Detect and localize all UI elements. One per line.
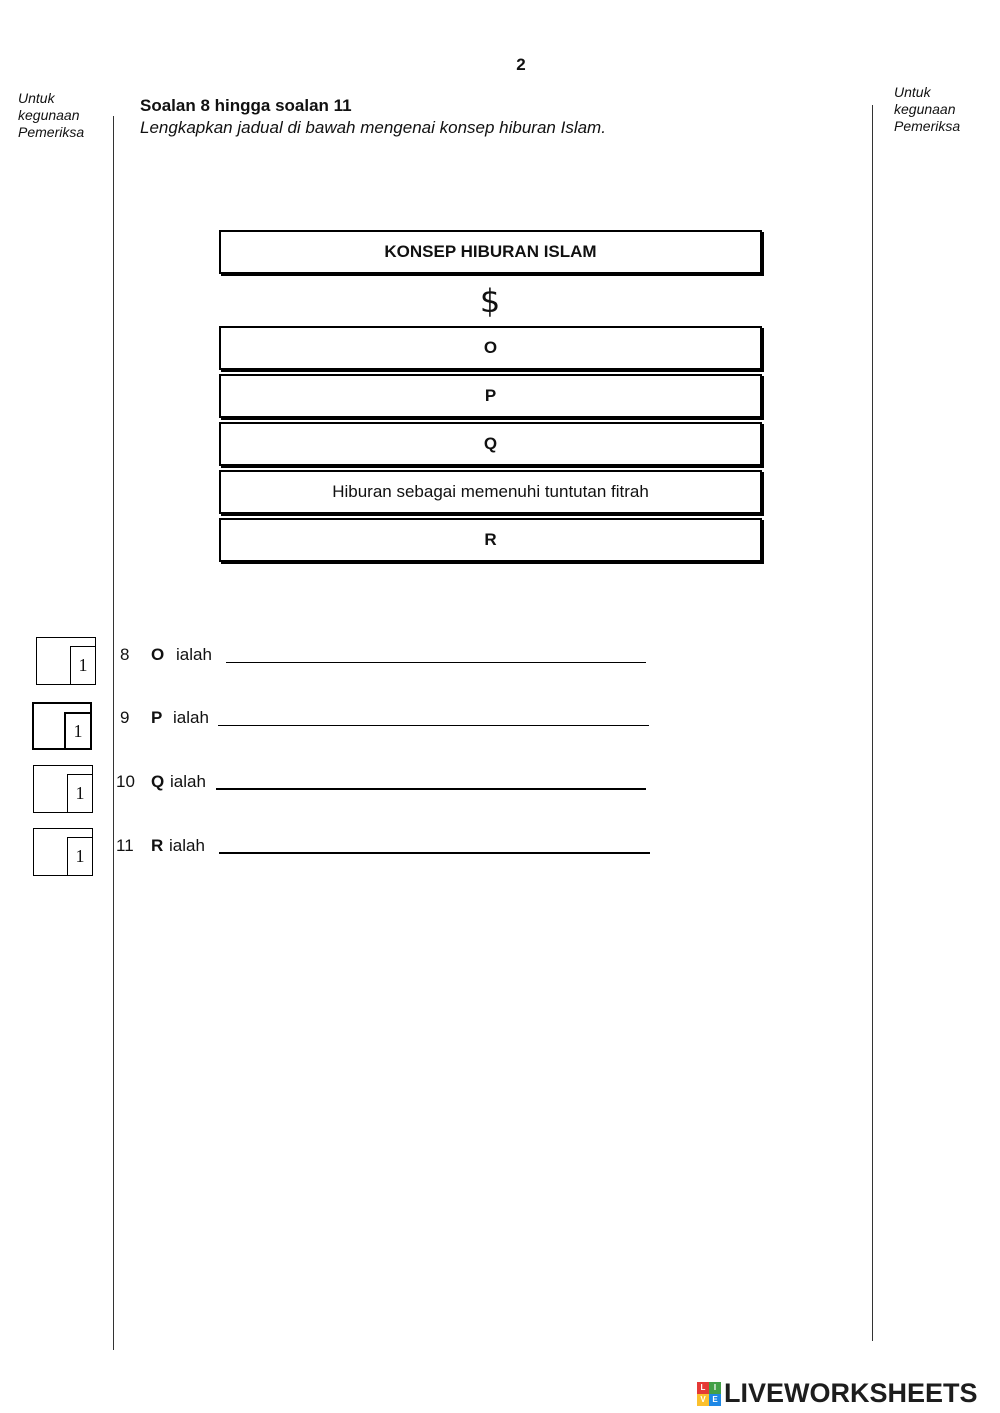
examiner-label-line: Pemeriksa	[894, 118, 961, 134]
question-letter: O	[151, 645, 165, 664]
mark-value: 1	[70, 646, 95, 684]
mark-box-q9	[32, 702, 92, 750]
section-title: Soalan 8 hingga soalan 11	[140, 96, 352, 115]
examiner-label-line: Pemeriksa	[18, 124, 85, 140]
liveworksheets-logo-icon	[697, 1382, 721, 1406]
mark-box-q11	[33, 828, 93, 876]
margin-line-right	[872, 105, 873, 1341]
question-number: 8	[120, 645, 130, 664]
examiner-label-left	[18, 90, 84, 141]
table-header: KONSEP HIBURAN ISLAM	[219, 230, 762, 274]
liveworksheets-logo	[697, 1378, 978, 1409]
answer-line-q10[interactable]	[216, 788, 646, 790]
examiner-label-right	[894, 84, 960, 135]
page-number: 2	[516, 55, 526, 74]
mark-value: 1	[67, 837, 92, 875]
logo-square: V	[697, 1394, 709, 1406]
table-row-p: P	[219, 374, 762, 418]
logo-square: E	[709, 1394, 721, 1406]
table-row-o: O	[219, 326, 762, 370]
mark-value: 1	[67, 774, 92, 812]
table-row-r: R	[219, 518, 762, 562]
question-number: 10	[116, 772, 135, 791]
mark-value: 1	[64, 712, 90, 748]
examiner-label-line: kegunaan	[894, 101, 956, 117]
question-letter: R	[151, 836, 164, 855]
table-row-q: Q	[219, 422, 762, 466]
answer-line-q9[interactable]	[218, 725, 649, 726]
margin-line-left	[113, 116, 114, 1350]
dollar-symbol: $	[479, 282, 501, 320]
question-number: 9	[120, 708, 130, 727]
examiner-label-line: Untuk	[18, 90, 55, 106]
question-word: ialah	[169, 836, 205, 855]
question-word: ialah	[173, 708, 209, 727]
section-instruction: Lengkapkan jadual di bawah mengenai konsep hiburan Islam.	[140, 118, 606, 137]
answer-line-q8[interactable]	[226, 662, 646, 663]
examiner-label-line: Untuk	[894, 84, 931, 100]
mark-box-q10	[33, 765, 93, 813]
table-row-fitrah: Hiburan sebagai memenuhi tuntutan fitrah	[219, 470, 762, 514]
mark-box-q8	[36, 637, 96, 685]
examiner-label-line: kegunaan	[18, 107, 80, 123]
question-letter: Q	[151, 772, 165, 791]
question-word: ialah	[170, 772, 206, 791]
logo-square: L	[697, 1382, 709, 1394]
answer-line-q11[interactable]	[219, 852, 650, 854]
logo-square: I	[709, 1382, 721, 1394]
question-letter: P	[151, 708, 163, 727]
question-word: ialah	[176, 645, 212, 664]
question-number: 11	[116, 836, 134, 855]
logo-text: LIVEWORKSHEETS	[724, 1378, 978, 1408]
